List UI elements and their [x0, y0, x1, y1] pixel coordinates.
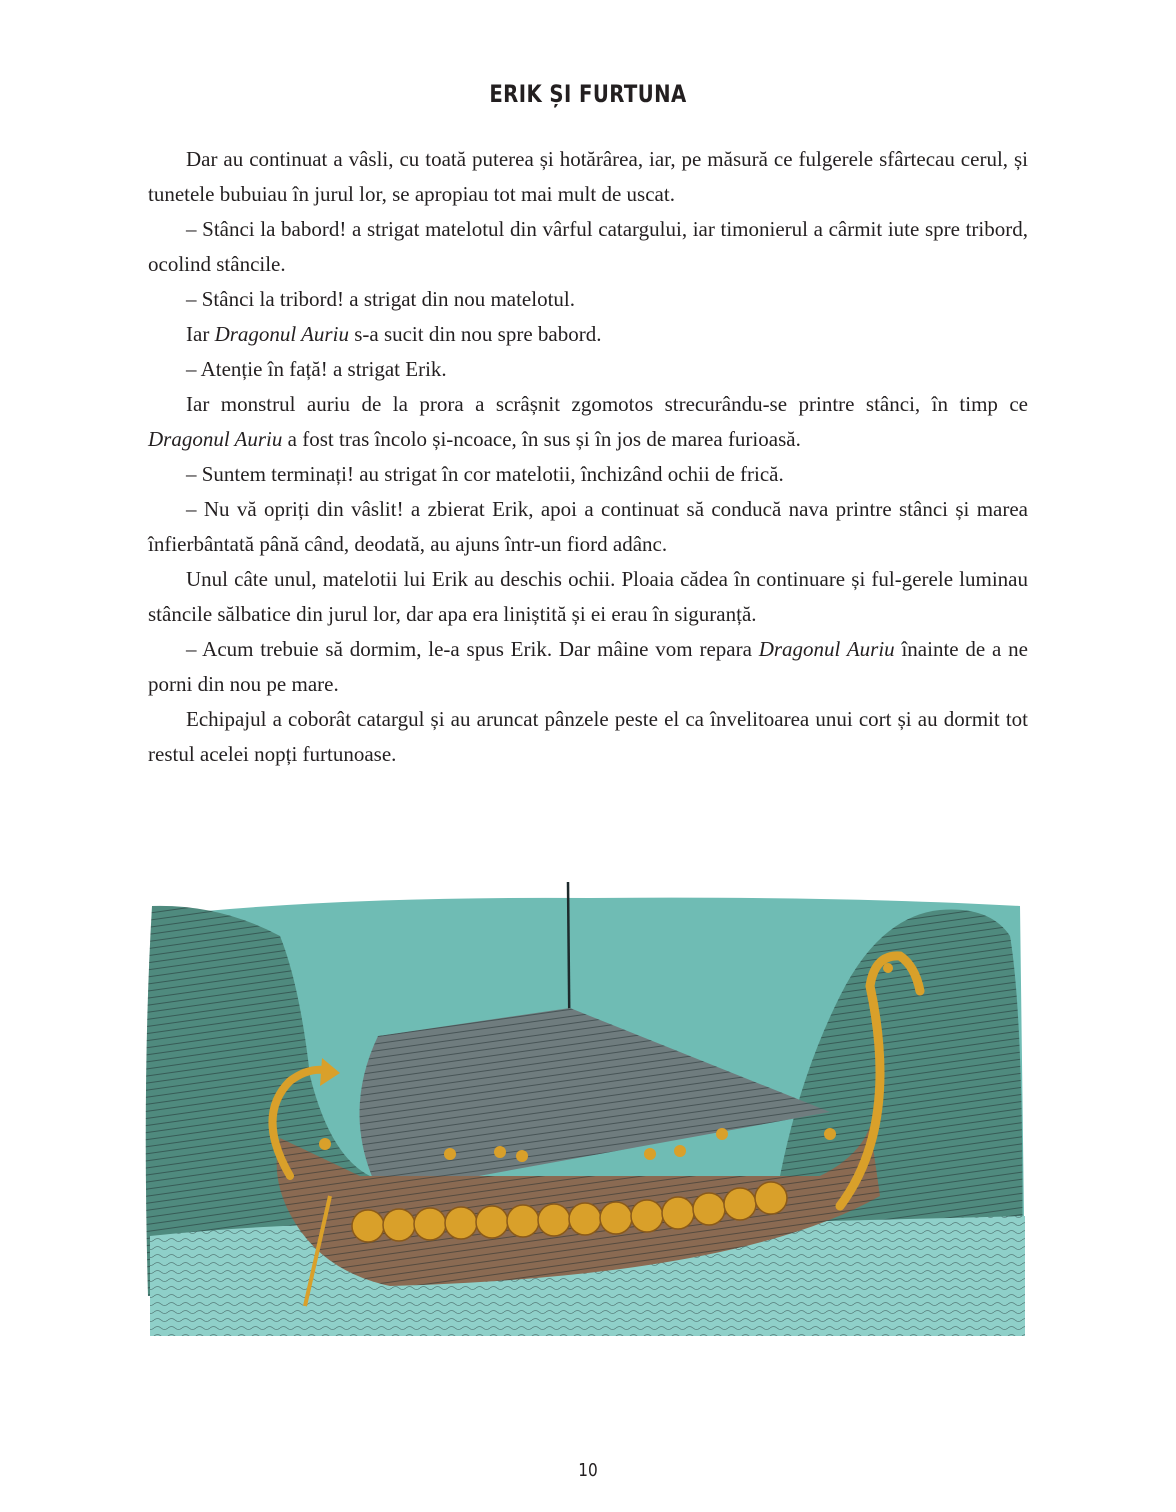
chapter-title: ERIK ȘI FURTUNA	[489, 80, 687, 108]
paragraph: – Suntem terminați! au strigat în cor matelotii, închizând ochii de frică.	[186, 462, 784, 486]
paragraph: – Atenție în față! a strigat Erik.	[186, 357, 447, 381]
paragraph: Dar au continuat a vâsli, cu toată puterea și hotărârea, iar, pe măsură ce fulgerele sfârtecau cerul, și tunetele bubuiau în jurul lor, se apropiau tot mai mult de uscat.	[148, 147, 1028, 206]
story-text	[148, 142, 1028, 772]
paragraph: Iar monstrul auriu de la prora a scrâșnit zgomotos strecurându-se printre stânci, în timp ce Dragonul Auriu a fost tras încolo și-ncoace, în sus și în jos de marea furioasă.	[148, 392, 1028, 451]
ship-name: Dragonul Auriu	[758, 637, 895, 661]
page-number: 10	[578, 1460, 598, 1481]
ship-name: Dragonul Auriu	[148, 427, 283, 451]
paragraph: – Stânci la babord! a strigat matelotul din vârful catargului, iar timonierul a cârmit iute spre tribord, ocolind stâncile.	[148, 217, 1028, 276]
longship-illustration	[140, 876, 1040, 1336]
paragraph: – Stânci la tribord! a strigat din nou matelotul.	[186, 287, 576, 311]
paragraph: – Nu vă opriți din vâslit! a zbierat Erik, apoi a continuat să conducă nava printre stânci și marea înfierbântată până când, deodată, au ajuns într-un fiord adânc.	[148, 497, 1028, 556]
paragraph: Echipajul a coborât catargul și au aruncat pânzele peste el ca învelitoarea unui cort și au dormit tot restul acelei nopți furtunoase.	[148, 707, 1028, 766]
paragraph: Iar Dragonul Auriu s-a sucit din nou spre babord.	[186, 322, 602, 346]
paragraph: Unul câte unul, matelotii lui Erik au deschis ochii. Ploaia cădea în continuare și ful-gerele luminau stâncile sălbatice din jurul lor, dar apa era liniștită și ei erau în siguranță.	[148, 567, 1028, 626]
paragraph: – Acum trebuie să dormim, le-a spus Erik. Dar mâine vom repara Dragonul Auriu înainte de a ne porni din nou pe mare.	[148, 637, 1028, 696]
ship-name: Dragonul Auriu	[214, 322, 349, 346]
